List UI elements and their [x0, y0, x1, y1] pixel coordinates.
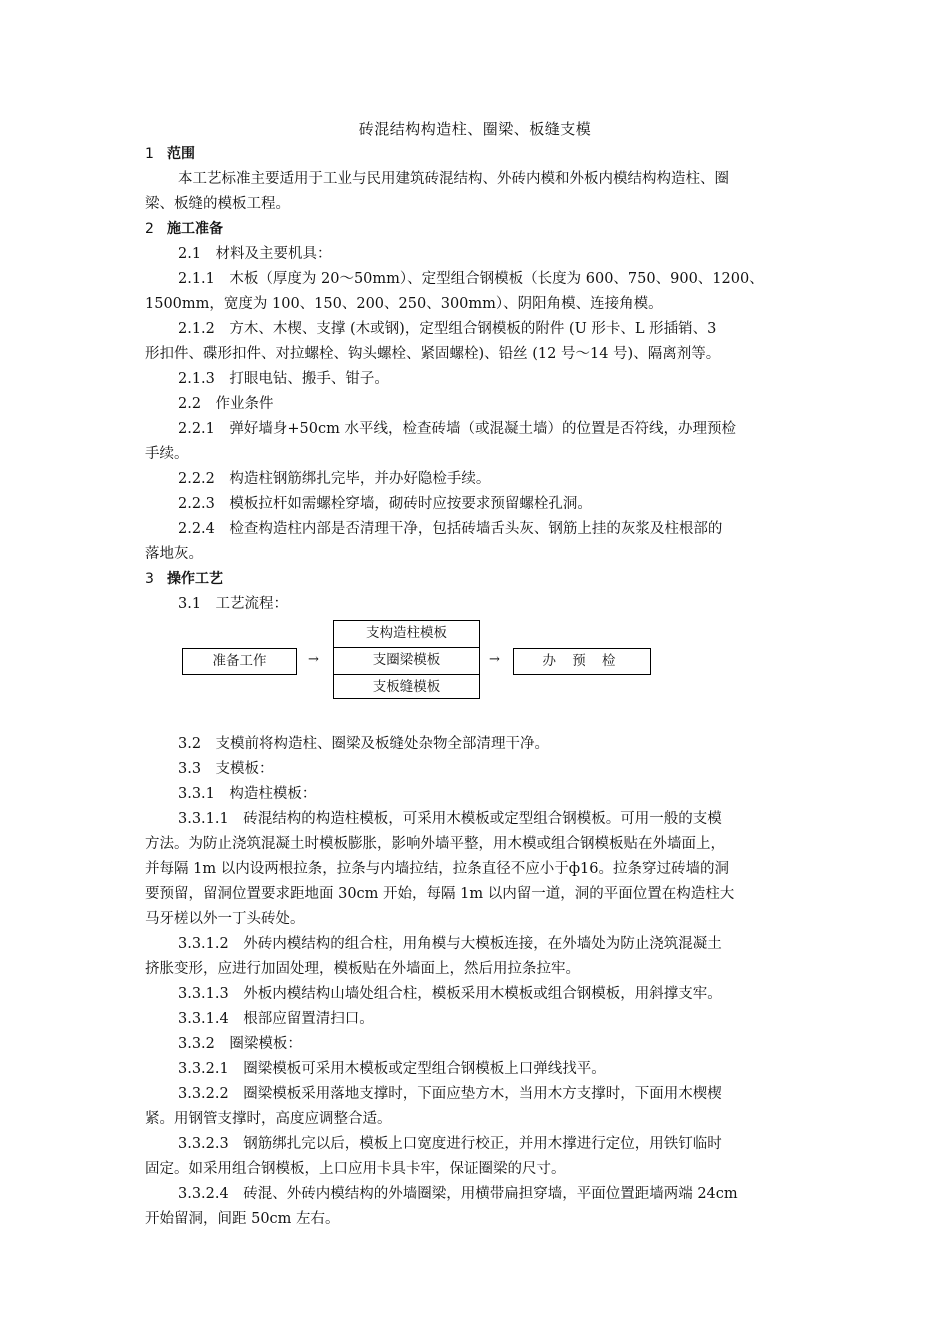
paragraph-line: 挤胀变形，应进行加固处理，模板贴在外墙面上，然后用拉条拉牢。 [145, 961, 580, 977]
paragraph-line: 3.3.2.1 圈梁模板可采用木模板或定型组合钢模板上口弹线找平。 [178, 1061, 606, 1077]
paragraph-line: 本工艺标准主要适用于工业与民用建筑砖混结构、外砖内模和外板内模结构构造柱、圈 [178, 171, 729, 187]
paragraph-line: 3.3.1.3 外板内模结构山墙处组合柱，模板采用木模板或组合钢模板，用斜撑支牢。 [178, 986, 722, 1002]
paragraph-line: 2.2.1 弹好墙身+50cm 水平线，检查砖墙（或混凝土墙）的位置是否符线，办理预检 [178, 421, 736, 437]
section-title: 施工准备 [167, 221, 223, 237]
paragraph-line: 固定。如采用组合钢模板，上口应用卡具卡牢，保证圈梁的尺寸。 [145, 1161, 566, 1177]
paragraph-line: 3.3.2.3 钢筋绑扎完以后，模板上口宽度进行校正，并用木撑进行定位，用铁钉临时 [178, 1136, 722, 1152]
paragraph-line: 3.3.1.2 外砖内模结构的组合柱，用角模与大模板连接，在外墙处为防止浇筑混凝土 [178, 936, 722, 952]
paragraph-line: 紧。用钢管支撑时，高度应调整合适。 [145, 1111, 392, 1127]
section-heading-3 [145, 567, 807, 592]
document-body [145, 142, 807, 1232]
paragraph-line: 3.3.2.2 圈梁模板采用落地支撑时，下面应垫方木，当用木方支撑时，下面用木楔楔 [178, 1086, 722, 1102]
paragraph-line: 梁、板缝的模板工程。 [145, 196, 290, 212]
flow-step-ring-beam-formwork: 支圈梁模板 [334, 648, 479, 675]
paragraph-line: 3.3.2.4 砖混、外砖内模结构的外墙圈梁，用横带扁担穿墙，平面位置距墙两端 24cm [178, 1186, 738, 1202]
flow-step-slab-joint-formwork: 支板缝模板 [372, 679, 441, 695]
paragraph-line: 并每隔 1m 以内设两根拉条，拉条与内墙拉结，拉条直径不应小于ф16。拉条穿过砖墙的洞 [145, 861, 729, 877]
section-heading-2 [145, 217, 807, 242]
paragraph-line: 2.1.1 木板（厚度为 20～50mm）、定型组合钢模板（长度为 600、750、900、1200、 [178, 271, 764, 287]
subsection-heading: 3.3.2 圈梁模板： [178, 1036, 302, 1052]
flow-arrow-icon: → [489, 652, 500, 667]
paragraph-line: 手续。 [145, 446, 189, 462]
paragraph-line: 2.2.4 检查构造柱内部是否清理干净，包括砖墙舌头灰、钢筋上挂的灰浆及柱根部的 [178, 521, 723, 537]
paragraph-line: 3.2 支模前将构造柱、圈梁及板缝处杂物全部清理干净。 [178, 736, 550, 752]
paragraph-line: 2.1.2 方木、木楔、支撑 (木或钢)，定型组合钢模板的附件 (U 形卡、L 形插销、3 [178, 321, 717, 337]
paragraph-line: 开始留洞，间距 50cm 左右。 [145, 1211, 340, 1227]
paragraph-line: 方法。为防止浇筑混凝土时模板膨胀，影响外墙平整，用木模或组合钢模板贴在外墙面上， [145, 836, 725, 852]
section-number: 2 [145, 221, 154, 237]
flow-step-column-formwork: 支构造柱模板 [334, 621, 479, 648]
subsection-heading: 3.3.1 构造柱模板： [178, 786, 317, 802]
subsection-heading: 3.1 工艺流程： [178, 596, 289, 612]
section-heading-1 [145, 142, 807, 167]
paragraph-line: 形扣件、碟形扣件、对拉螺栓、钩头螺栓、紧固螺栓)、铅丝 (12 号～14 号)、隔离剂等。 [145, 346, 721, 362]
subsection-heading: 3.3 支模板： [178, 761, 274, 777]
flow-box-end: 办 预 检 [513, 648, 651, 675]
flow-box-middle [333, 620, 480, 699]
paragraph-line: 2.1.3 打眼电钻、搬手、钳子。 [178, 371, 389, 387]
document-title: 砖混结构构造柱、圈梁、板缝支模 [358, 120, 592, 138]
flow-box-start: 准备工作 [182, 648, 297, 675]
paragraph-line: 马牙槎以外一丁头砖处。 [145, 911, 305, 927]
paragraph-line: 1500mm，宽度为 100、150、200、250、300mm）、阴阳角模、连接角模。 [145, 296, 663, 312]
section-title: 操作工艺 [167, 571, 223, 587]
flow-arrow-icon: → [308, 652, 319, 667]
paragraph-line: 3.3.1.4 根部应留置清扫口。 [178, 1011, 374, 1027]
subsection-heading: 2.1 材料及主要机具： [178, 246, 332, 262]
process-flow-diagram [145, 620, 807, 732]
paragraph-line: 3.3.1.1 砖混结构的构造柱模板，可采用木模板或定型组合钢模板。可用一般的支模 [178, 811, 722, 827]
section-number: 1 [145, 146, 154, 162]
subsection-heading: 2.2 作业条件 [178, 396, 274, 412]
section-number: 3 [145, 571, 154, 587]
paragraph-line: 落地灰。 [145, 546, 203, 562]
paragraph-line: 要预留，留洞位置要求距地面 30cm 开始，每隔 1m 以内留一道，洞的平面位置在构造柱大 [145, 886, 735, 902]
paragraph-line: 2.2.3 模板拉杆如需螺栓穿墙，砌砖时应按要求预留螺栓孔洞。 [178, 496, 592, 512]
paragraph-line: 2.2.2 构造柱钢筋绑扎完毕，并办好隐检手续。 [178, 471, 491, 487]
section-title: 范围 [167, 146, 195, 162]
